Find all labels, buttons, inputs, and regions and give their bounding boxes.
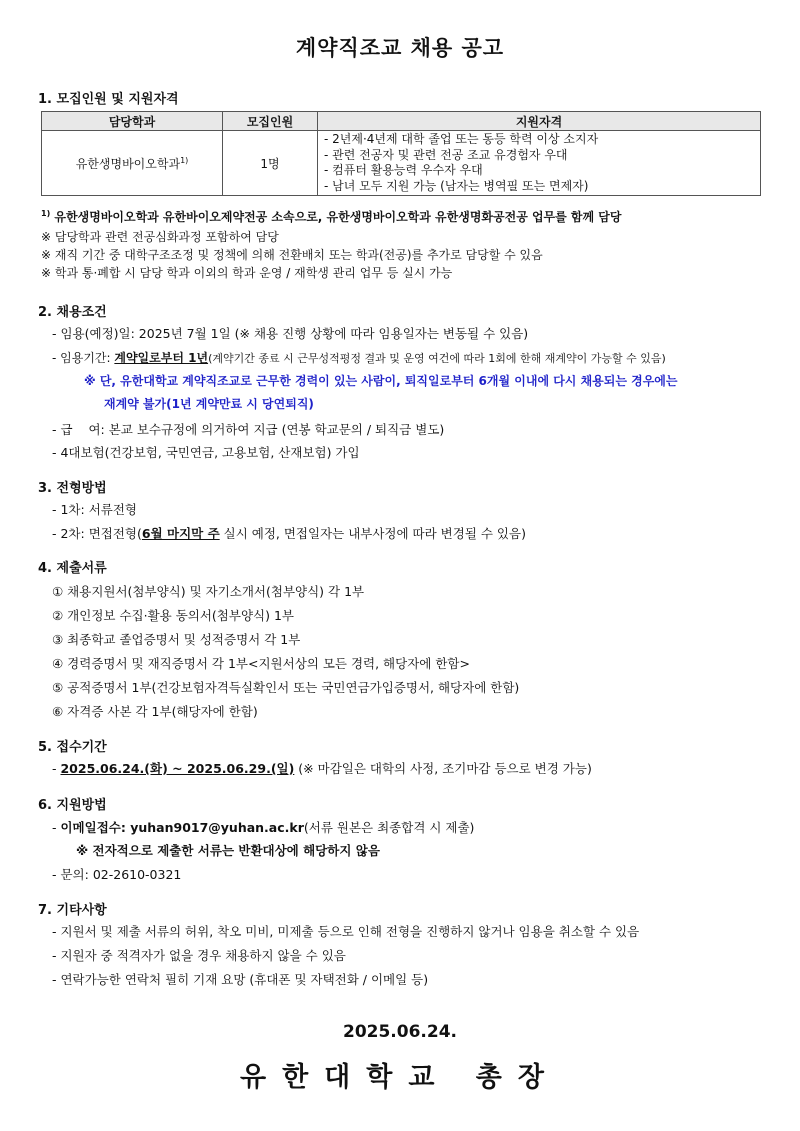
insurance-line: - 4대보험(건강보험, 국민연금, 고용보험, 산재보험) 가입 xyxy=(52,445,360,460)
note: ※ 재직 기간 중 대학구조조정 및 정책에 의해 전환배치 또는 학과(전공)를 추가로 담당할 수 있음 xyxy=(41,248,543,262)
return-notice: ※ 전자적으로 제출한 서류는 반환대상에 해당하지 않음 xyxy=(76,843,380,858)
qualification-item: - 관련 전공자 및 관련 전공 조교 유경험자 우대 xyxy=(324,147,568,162)
recruitment-table xyxy=(41,111,761,196)
appointment-period-line xyxy=(52,349,666,366)
note: ※ 담당학과 관련 전공심화과정 포함하여 담당 xyxy=(41,230,279,244)
period-emphasis: 계약일로부터 1년 xyxy=(114,351,209,365)
document-item: ④ 경력증명서 및 재직증명서 각 1부<지원서상의 모든 경력, 해당자에 한함> xyxy=(52,656,470,671)
document-item: ① 채용지원서(첨부양식) 및 자기소개서(첨부양식) 각 1부 xyxy=(52,584,365,599)
section-4-heading: 4. 제출서류 xyxy=(38,561,107,576)
footnote-mark: 1) xyxy=(41,209,51,218)
period-note: (※ 마감일은 대학의 사정, 조기마감 등으로 변경 가능) xyxy=(294,761,592,776)
rehire-warning-line-2: 재계약 불가(1년 계약만료 시 당연퇴직) xyxy=(104,397,314,411)
interview-label: - 2차: 면접전형( xyxy=(52,526,142,541)
section-7-heading: 7. 기타사항 xyxy=(38,903,107,918)
page-title: 계약직조교 채용 공고 xyxy=(295,36,505,60)
note: ※ 학과 통·폐합 시 담당 학과 이외의 학과 운영 / 재학생 관리 업무 등 실시 가능 xyxy=(41,266,453,280)
email-line xyxy=(52,818,474,836)
email-address: 이메일접수: yuhan9017@yuhan.ac.kr xyxy=(60,820,304,835)
department-cell xyxy=(42,131,223,196)
application-period-line xyxy=(52,759,592,777)
misc-item: - 연락가능한 연락처 필히 기재 요망 (휴대폰 및 자택전화 / 이메일 등) xyxy=(52,972,429,987)
interview-detail: 실시 예정, 면접일자는 내부사정에 따라 변경될 수 있음) xyxy=(219,526,526,541)
count-cell: 1명 xyxy=(223,131,318,196)
department-footnote-ref: 1) xyxy=(180,155,189,165)
dash: - xyxy=(52,820,61,835)
misc-item: - 지원자 중 적격자가 없을 경우 채용하지 않을 수 있음 xyxy=(52,948,346,963)
application-period: 2025.06.24.(화) ~ 2025.06.29.(일) xyxy=(60,761,295,776)
screening-step-1: - 1차: 서류전형 xyxy=(52,502,137,517)
appointment-date-line: - 임용(예정)일: 2025년 7월 1일 (※ 채용 진행 상황에 따라 임용일자는 변동될 수 있음) xyxy=(52,326,529,341)
header-qualifications: 지원자격 xyxy=(318,112,761,131)
header-count: 모집인원 xyxy=(223,112,318,131)
dash: - xyxy=(52,761,61,776)
qualification-item: - 남녀 모두 지원 가능 (남자는 병역필 또는 면제자) xyxy=(324,178,589,193)
period-detail: (계약기간 종료 시 근무성적평정 결과 및 운영 여건에 따라 1회에 한해 재계약이 가능할 수 있음) xyxy=(208,352,666,365)
document-item: ⑥ 자격증 사본 각 1부(해당자에 한함) xyxy=(52,704,258,719)
email-note: (서류 원본은 최종합격 시 제출) xyxy=(303,820,475,835)
rehire-warning-line-1: ※ 단, 유한대학교 계약직조교로 근무한 경력이 있는 사람이, 퇴직일로부터 6개월 이내에 다시 채용되는 경우에는 xyxy=(84,374,678,388)
section-6-heading: 6. 지원방법 xyxy=(38,798,107,813)
section-1-heading: 1. 모집인원 및 지원자격 xyxy=(38,92,179,107)
document-item: ② 개인정보 수집·활용 동의서(첨부양식) 1부 xyxy=(52,608,294,623)
qualifications-cell xyxy=(318,131,761,196)
interview-week: 6월 마지막 주 xyxy=(141,526,220,541)
screening-step-2 xyxy=(52,524,526,542)
department-name: 유한생명바이오학과 xyxy=(75,156,181,171)
section-2-heading: 2. 채용조건 xyxy=(38,305,107,320)
footnote xyxy=(41,208,621,225)
table-row xyxy=(42,131,761,196)
footnote-text: 유한생명바이오학과 유한바이오제약전공 소속으로, 유한생명바이오학과 유한생명화공전공 업무를 함께 담당 xyxy=(54,210,622,224)
table-header-row xyxy=(42,112,761,131)
misc-item: - 지원서 및 제출 서류의 허위, 착오 미비, 미제출 등으로 인해 전형을 진행하지 않거나 임용을 취소할 수 있음 xyxy=(52,924,640,939)
qualification-item: - 컴퓨터 활용능력 우수자 우대 xyxy=(324,163,483,177)
salary-line: - 급 여: 본교 보수규정에 의거하여 지급 (연봉 학교문의 / 퇴직금 별도) xyxy=(52,422,445,437)
document-item: ③ 최종학교 졸업증명서 및 성적증명서 각 1부 xyxy=(52,632,301,647)
qualification-item: - 2년제·4년제 대학 졸업 또는 동등 학력 이상 소지자 xyxy=(324,132,599,146)
period-label: - 임용기간: xyxy=(52,351,115,365)
section-5-heading: 5. 접수기간 xyxy=(38,740,107,755)
section-3-heading: 3. 전형방법 xyxy=(38,481,107,496)
signer: 유한대학교 총장 xyxy=(240,1062,560,1093)
document-item: ⑤ 공적증명서 1부(건강보험자격득실확인서 또는 국민연금가입증명서, 해당자에 한함) xyxy=(52,680,520,695)
contact-line: - 문의: 02-2610-0321 xyxy=(52,867,182,882)
header-department: 담당학과 xyxy=(42,112,223,131)
announcement-date: 2025.06.24. xyxy=(342,1022,457,1042)
